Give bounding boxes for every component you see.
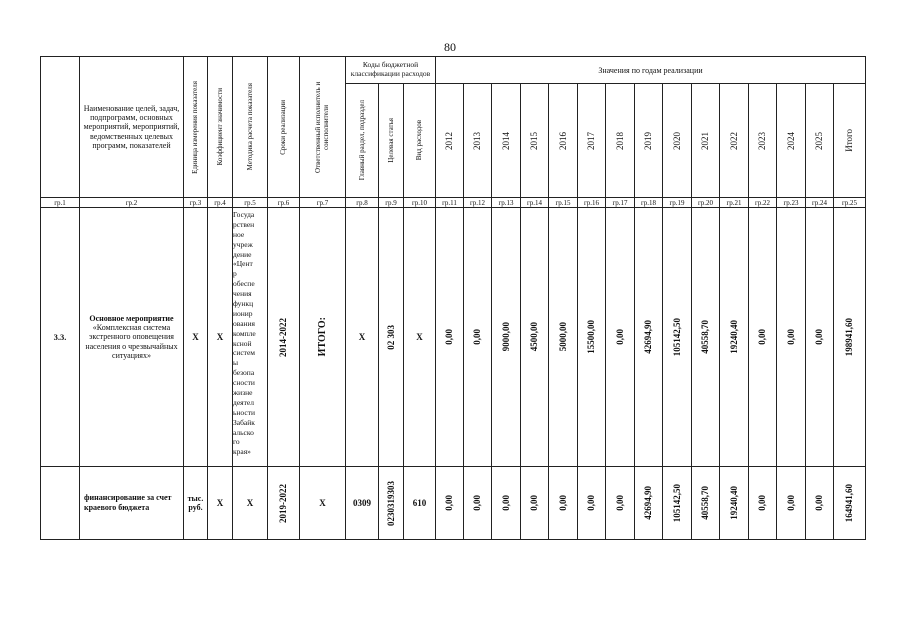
row2-value: 0,00: [436, 467, 464, 540]
row1-value: 0,00: [806, 208, 834, 467]
header-year: 2020: [663, 84, 692, 198]
row1-value: 0,00: [436, 208, 464, 467]
row2-value: 0,00: [749, 467, 777, 540]
header-year: 2017: [578, 84, 606, 198]
col-number: гр.20: [692, 198, 720, 208]
header-year: 2018: [606, 84, 635, 198]
row2-value: 19240,40: [720, 467, 749, 540]
header-responsible: Ответственный исполнитель и соисполнители: [300, 56, 346, 198]
row2-value: 0,00: [492, 467, 521, 540]
row1-total: 198941,60: [834, 208, 866, 467]
row1-title-cell: [80, 208, 184, 467]
row2-grbs: 0309: [346, 467, 379, 540]
row1-value: 0,00: [777, 208, 806, 467]
row2-method: Х: [233, 467, 268, 540]
header-year: 2023: [749, 84, 777, 198]
row1-value: 105142,50: [663, 208, 692, 467]
row1-value: 40558,70: [692, 208, 720, 467]
row1-value: 9000,00: [492, 208, 521, 467]
row1-target: 02 303: [379, 208, 404, 467]
row1-value: 5000,00: [549, 208, 578, 467]
row1-value: 0,00: [464, 208, 492, 467]
col-number: гр.15: [549, 198, 578, 208]
col-number: гр.2: [80, 198, 184, 208]
col-number: гр.19: [663, 198, 692, 208]
row2-unit: тыс. руб.: [184, 467, 208, 540]
col-number: гр.5: [233, 198, 268, 208]
row2-value: 0,00: [777, 467, 806, 540]
row2-term: 2019-2022: [268, 467, 300, 540]
row1-value: 15500,00: [578, 208, 606, 467]
col-number: гр.13: [492, 198, 521, 208]
row2-responsible: Х: [300, 467, 346, 540]
row2-value: 0,00: [578, 467, 606, 540]
header-target: Целевая статья: [379, 84, 404, 198]
row1-value: 0,00: [606, 208, 635, 467]
row2-exp-type: 610: [404, 467, 436, 540]
row1-value: 42694,90: [635, 208, 663, 467]
row1-method: Госуда рствен ное учреж дение «Цент р обеспе чения функц ионир ования компле ксной систем ы безопа сности жизне деятел ьности Забайк альско го края»: [233, 208, 268, 467]
col-number: гр.4: [208, 198, 233, 208]
col-number: гр.6: [268, 198, 300, 208]
header-num-cell: [40, 56, 80, 198]
header-name: Наименование целей, задач, подпрограмм, основных мероприятий, мероприятий, ведомственных целевых программ, показателей: [80, 56, 184, 198]
row1-exp-type: Х: [404, 208, 436, 467]
header-year: 2019: [635, 84, 663, 198]
row2-number: [40, 467, 80, 540]
header-year: 2012: [436, 84, 464, 198]
header-budget-codes: Коды бюджетной классификации расходов: [346, 56, 436, 84]
col-number: гр.18: [635, 198, 663, 208]
header-year: 2015: [521, 84, 549, 198]
header-grbs: Главный раздел, подраздел: [346, 84, 379, 198]
row2-value: 40558,70: [692, 467, 720, 540]
header-exp-type: Вид расходов: [404, 84, 436, 198]
row2-value: 0,00: [521, 467, 549, 540]
header-method: Методика расчета показателя: [233, 56, 268, 198]
col-number: гр.24: [806, 198, 834, 208]
page-number: 80: [444, 40, 456, 54]
row1-value: 0,00: [749, 208, 777, 467]
col-number: гр.7: [300, 198, 346, 208]
row2-value: 105142,50: [663, 467, 692, 540]
row1-responsible: ИТОГО:: [300, 208, 346, 467]
header-term: Сроки реализации: [268, 56, 300, 198]
header-years-title: Значения по годам реализации: [436, 56, 866, 84]
row2-value: 42694,90: [635, 467, 663, 540]
col-number: гр.11: [436, 198, 464, 208]
col-number: гр.10: [404, 198, 436, 208]
col-number: гр.17: [606, 198, 635, 208]
row2-coef: Х: [208, 467, 233, 540]
header-year: 2021: [692, 84, 720, 198]
row1-number: 3.3.: [40, 208, 80, 467]
header-year: 2016: [549, 84, 578, 198]
col-number: гр.21: [720, 198, 749, 208]
row1-value: 19240,40: [720, 208, 749, 467]
header-year: 2022: [720, 84, 749, 198]
header-coef: Коэффициент значимости: [208, 56, 233, 198]
row2-target: 0230319303: [379, 467, 404, 540]
row2-value: 0,00: [464, 467, 492, 540]
row2-total: 164941,60: [834, 467, 866, 540]
row1-description: «Комплексная система экстренного оповещения населения о чрезвычайных ситуациях»: [85, 323, 178, 360]
row1-coef: Х: [208, 208, 233, 467]
row1-grbs: Х: [346, 208, 379, 467]
col-number: гр.16: [578, 198, 606, 208]
header-year: 2014: [492, 84, 521, 198]
col-number: гр.8: [346, 198, 379, 208]
header-unit: Единица измерения показателя: [184, 56, 208, 198]
header-year: 2025: [806, 84, 834, 198]
col-number: гр.14: [521, 198, 549, 208]
row1-unit: Х: [184, 208, 208, 467]
col-number: гр.22: [749, 198, 777, 208]
row1-value: 4500,00: [521, 208, 549, 467]
col-number: гр.23: [777, 198, 806, 208]
header-year: 2024: [777, 84, 806, 198]
col-number: гр.9: [379, 198, 404, 208]
row1-title: Основное мероприятие: [89, 314, 174, 324]
col-number: гр.1: [40, 198, 80, 208]
row2-title: финансирование за счет краевого бюджета: [80, 467, 184, 540]
row2-value: 0,00: [606, 467, 635, 540]
row1-term: 2014-2022: [268, 208, 300, 467]
col-number: гр.25: [834, 198, 866, 208]
row2-value: 0,00: [549, 467, 578, 540]
col-number: гр.12: [464, 198, 492, 208]
row2-value: 0,00: [806, 467, 834, 540]
col-number: гр.3: [184, 198, 208, 208]
header-total: Итого: [834, 84, 866, 198]
header-year: 2013: [464, 84, 492, 198]
